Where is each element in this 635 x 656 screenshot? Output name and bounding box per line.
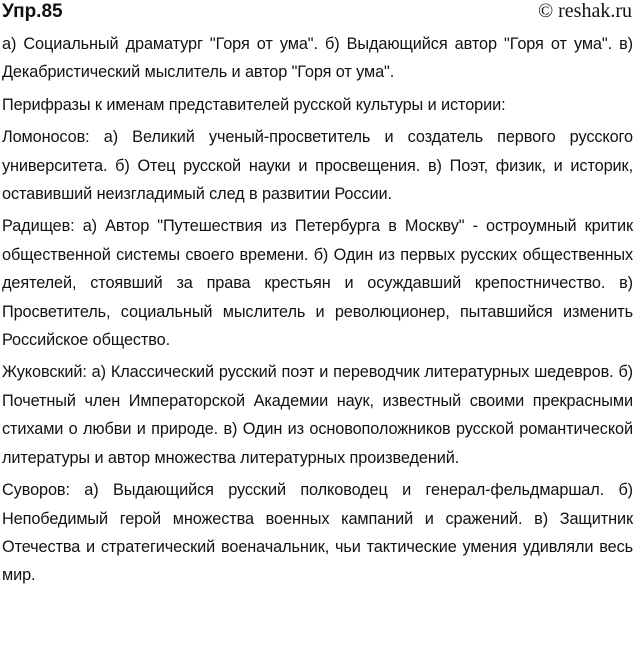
paragraph-lomonosov: Ломоносов: а) Великий ученый-просветитель и создатель первого русского университета. б) Отец русской науки и просвещения. в) Поэт, физик, и историк, оставивший неизгладимый след в развитии России. [2,128,633,204]
paragraph-griboedov: а) Социальный драматург "Горя от ума". б) Выдающийся автор "Горя от ума". в) Декабристический мыслитель и автор "Горя от ума". [2,35,633,82]
answer-text [0,30,635,590]
paragraph-radishchev: Радищев: а) Автор "Путешествия из Петербурга в Москву" - остроумный критик общественной системы своего времени. б) Один из первых русских общественных деятелей, стоявший за права крестьян и осуждавший крепостничество. в) Просветитель, социальный мыслитель и революционер, пытавшийся изменить Российское общество. [2,217,633,350]
paragraph-zhukovsky: Жуковский: а) Классический русский поэт и переводчик литературных шедевров. б) Почетный член Императорской Академии наук, известный своими прекрасными стихами о любви и природе. в) Один из основоположников русской романтической литературы и автор множества литературных произведений. [2,363,633,467]
watermark: © reshak.ru [537,0,632,22]
exercise-title: Упр.85 [2,1,63,22]
paragraph-suvorov: Суворов: а) Выдающийся русский полководец и генерал-фельдмаршал. б) Непобедимый герой множества военных кампаний и сражений. в) Защитник Отечества и стратегический военачальник, чьи тактические умения удивляли весь мир. [2,481,633,585]
header [0,0,635,30]
paragraph-intro: Перифразы к именам представителей русской культуры и истории: [2,95,506,114]
